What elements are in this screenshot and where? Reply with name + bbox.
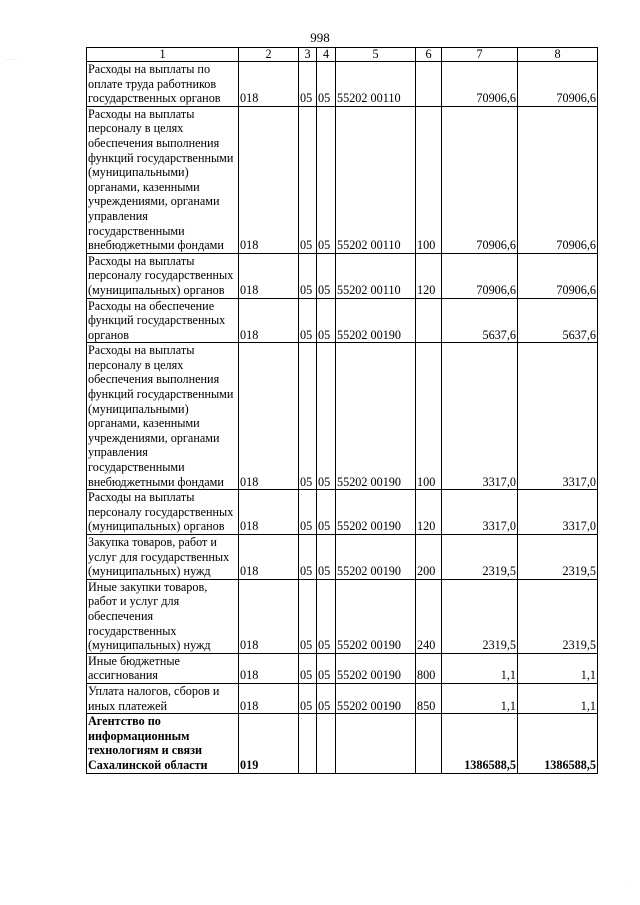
cell-name: Закупка товаров, работ и услуг для государственных (муниципальных) нужд (87, 535, 239, 580)
cell-expense-type: 200 (416, 535, 442, 580)
cell-sum-1: 70906,6 (442, 106, 518, 253)
cell-target-article: 55202 00190 (336, 343, 416, 490)
col-header-name: 1 (87, 48, 239, 62)
cell-expense-type: 800 (416, 653, 442, 683)
cell-grbs: 018 (239, 490, 299, 535)
cell-target-article: 55202 00190 (336, 535, 416, 580)
cell-grbs: 019 (239, 714, 299, 773)
cell-subsection: 05 (317, 683, 336, 713)
cell-subsection: 05 (317, 535, 336, 580)
cell-sum-2: 5637,6 (518, 298, 598, 343)
cell-sum-2: 3317,0 (518, 343, 598, 490)
cell-grbs: 018 (239, 106, 299, 253)
table-row (87, 714, 598, 773)
col-header-grbs: 2 (239, 48, 299, 62)
cell-section: 05 (299, 298, 317, 343)
table-row (87, 579, 598, 653)
table-body (87, 48, 598, 774)
table-row (87, 106, 598, 253)
cell-name: Иные бюджетные ассигнования (87, 653, 239, 683)
cell-name: Расходы на выплаты персоналу в целях обеспечения выполнения функций государственными (муниципальными) органами, казенными учреждениями, органами управления государственными внебюджетными фондами (87, 343, 239, 490)
cell-section: 05 (299, 653, 317, 683)
cell-sum-1: 70906,6 (442, 62, 518, 107)
cell-sum-2: 1,1 (518, 683, 598, 713)
cell-section (299, 714, 317, 773)
cell-sum-2: 70906,6 (518, 253, 598, 298)
table-row (87, 535, 598, 580)
cell-name: Расходы на выплаты персоналу государственных (муниципальных) органов (87, 253, 239, 298)
col-header-expense-type: 6 (416, 48, 442, 62)
cell-grbs: 018 (239, 298, 299, 343)
cell-expense-type (416, 62, 442, 107)
cell-expense-type (416, 298, 442, 343)
cell-section: 05 (299, 343, 317, 490)
col-header-sum-2: 8 (518, 48, 598, 62)
cell-sum-1: 70906,6 (442, 253, 518, 298)
cell-target-article (336, 714, 416, 773)
cell-expense-type (416, 714, 442, 773)
cell-subsection: 05 (317, 490, 336, 535)
table-row (87, 343, 598, 490)
cell-sum-2: 1,1 (518, 653, 598, 683)
cell-expense-type: 120 (416, 253, 442, 298)
table-header-row (87, 48, 598, 62)
cell-sum-2: 1386588,5 (518, 714, 598, 773)
cell-expense-type: 240 (416, 579, 442, 653)
col-header-sum-1: 7 (442, 48, 518, 62)
cell-sum-1: 5637,6 (442, 298, 518, 343)
cell-section: 05 (299, 490, 317, 535)
cell-grbs: 018 (239, 535, 299, 580)
budget-table (86, 47, 598, 774)
cell-section: 05 (299, 253, 317, 298)
cell-sum-1: 1386588,5 (442, 714, 518, 773)
scan-speck: · · · · · (6, 58, 20, 63)
cell-sum-1: 1,1 (442, 653, 518, 683)
cell-name: Расходы на обеспечение функций государственных органов (87, 298, 239, 343)
cell-sum-2: 3317,0 (518, 490, 598, 535)
cell-target-article: 55202 00190 (336, 490, 416, 535)
cell-subsection: 05 (317, 653, 336, 683)
cell-grbs: 018 (239, 653, 299, 683)
cell-name: Агентство по информационным технологиям и связи Сахалинской области (87, 714, 239, 773)
cell-target-article: 55202 00110 (336, 253, 416, 298)
cell-target-article: 55202 00110 (336, 106, 416, 253)
col-header-section: 3 (299, 48, 317, 62)
cell-target-article: 55202 00190 (336, 579, 416, 653)
cell-name: Расходы на выплаты персоналу в целях обеспечения выполнения функций государственными (муниципальными) органами, казенными учреждениями, органами управления государственными внебюджетными фондами (87, 106, 239, 253)
cell-section: 05 (299, 535, 317, 580)
cell-grbs: 018 (239, 253, 299, 298)
cell-section: 05 (299, 106, 317, 253)
cell-sum-2: 70906,6 (518, 62, 598, 107)
cell-sum-1: 2319,5 (442, 579, 518, 653)
cell-subsection: 05 (317, 106, 336, 253)
cell-subsection: 05 (317, 62, 336, 107)
cell-name: Иные закупки товаров, работ и услуг для обеспечения государственных (муниципальных) нужд (87, 579, 239, 653)
cell-sum-2: 2319,5 (518, 579, 598, 653)
cell-target-article: 55202 00190 (336, 653, 416, 683)
cell-grbs: 018 (239, 579, 299, 653)
table-row (87, 653, 598, 683)
table-row (87, 683, 598, 713)
cell-name: Расходы на выплаты по оплате труда работников государственных органов (87, 62, 239, 107)
table-row (87, 490, 598, 535)
col-header-subsection: 4 (317, 48, 336, 62)
cell-sum-1: 3317,0 (442, 343, 518, 490)
table-row (87, 298, 598, 343)
cell-subsection: 05 (317, 298, 336, 343)
cell-expense-type: 850 (416, 683, 442, 713)
cell-name: Уплата налогов, сборов и иных платежей (87, 683, 239, 713)
table-row (87, 253, 598, 298)
cell-subsection: 05 (317, 343, 336, 490)
cell-sum-1: 2319,5 (442, 535, 518, 580)
cell-section: 05 (299, 683, 317, 713)
cell-expense-type: 100 (416, 343, 442, 490)
cell-target-article: 55202 00110 (336, 62, 416, 107)
cell-section: 05 (299, 579, 317, 653)
cell-grbs: 018 (239, 62, 299, 107)
cell-sum-2: 70906,6 (518, 106, 598, 253)
cell-sum-1: 1,1 (442, 683, 518, 713)
table-row (87, 62, 598, 107)
cell-expense-type: 100 (416, 106, 442, 253)
page-number: 998 (310, 30, 330, 45)
cell-grbs: 018 (239, 683, 299, 713)
cell-target-article: 55202 00190 (336, 683, 416, 713)
cell-sum-1: 3317,0 (442, 490, 518, 535)
cell-subsection: 05 (317, 253, 336, 298)
col-header-target-article: 5 (336, 48, 416, 62)
cell-target-article: 55202 00190 (336, 298, 416, 343)
cell-grbs: 018 (239, 343, 299, 490)
cell-subsection: 05 (317, 579, 336, 653)
cell-name: Расходы на выплаты персоналу государственных (муниципальных) органов (87, 490, 239, 535)
cell-section: 05 (299, 62, 317, 107)
scan-speck: · (626, 880, 628, 885)
cell-expense-type: 120 (416, 490, 442, 535)
cell-sum-2: 2319,5 (518, 535, 598, 580)
cell-subsection (317, 714, 336, 773)
